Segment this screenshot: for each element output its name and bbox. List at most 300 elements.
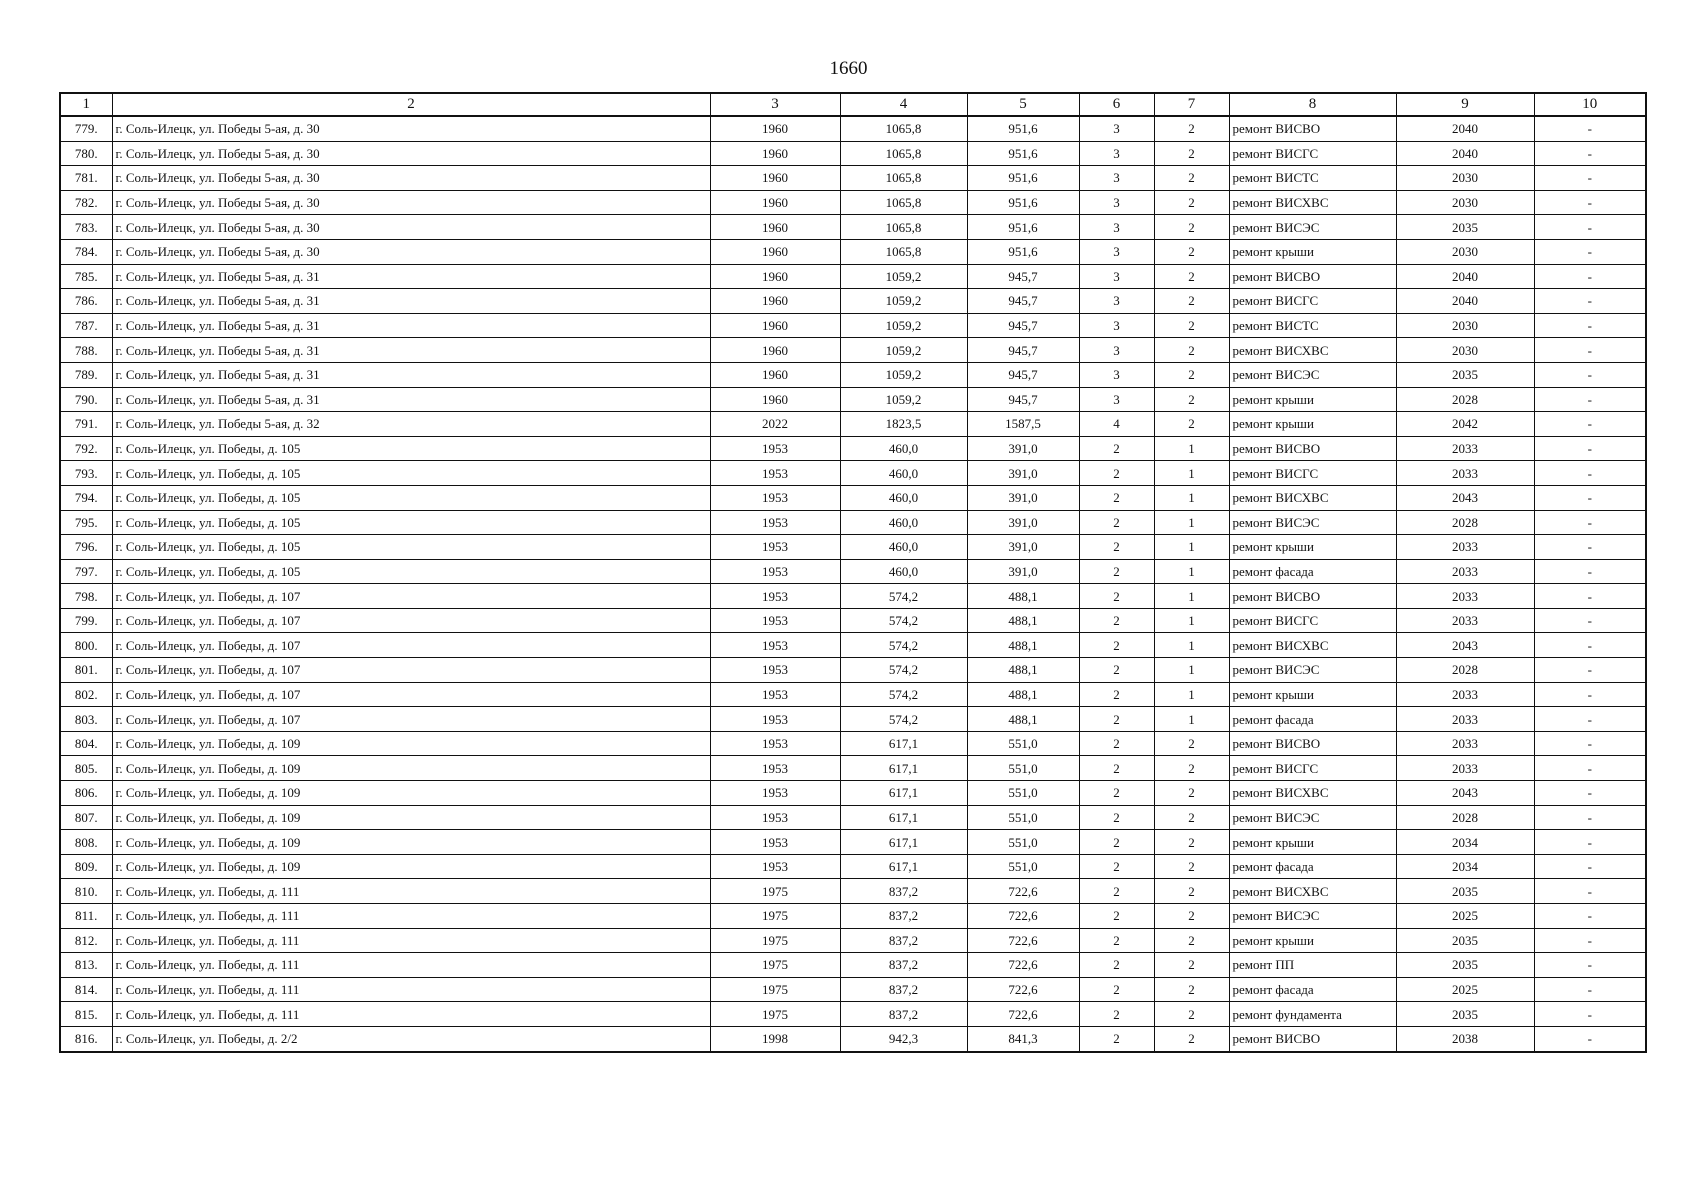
cell-floors: 3 [1079, 313, 1154, 338]
cell-total-area: 837,2 [840, 953, 967, 978]
cell-total-area: 837,2 [840, 928, 967, 953]
cell-address: г. Соль-Илецк, ул. Победы, д. 105 [112, 535, 710, 560]
cell-address: г. Соль-Илецк, ул. Победы 5-ая, д. 30 [112, 116, 710, 141]
table-row [60, 485, 1646, 510]
table-row [60, 510, 1646, 535]
cell-living-area: 488,1 [967, 633, 1079, 658]
table-row [60, 633, 1646, 658]
cell-year-built: 1960 [710, 362, 840, 387]
cell-living-area: 551,0 [967, 805, 1079, 830]
cell-living-area: 945,7 [967, 313, 1079, 338]
cell-entrances: 1 [1154, 658, 1229, 683]
cell-year-built: 1960 [710, 239, 840, 264]
cell-work-type: ремонт ВИСТС [1229, 313, 1396, 338]
cell-entrances: 1 [1154, 461, 1229, 486]
cell-year-built: 1975 [710, 1002, 840, 1027]
cell-row-number: 811. [60, 904, 112, 929]
column-header-floors: 6 [1079, 93, 1154, 116]
cell-entrances: 2 [1154, 781, 1229, 806]
cell-total-area: 574,2 [840, 682, 967, 707]
cell-note: - [1534, 805, 1646, 830]
cell-living-area: 951,6 [967, 239, 1079, 264]
cell-floors: 2 [1079, 928, 1154, 953]
cell-floors: 2 [1079, 731, 1154, 756]
cell-row-number: 809. [60, 854, 112, 879]
cell-address: г. Соль-Илецк, ул. Победы, д. 105 [112, 485, 710, 510]
cell-entrances: 2 [1154, 190, 1229, 215]
cell-year-built: 1975 [710, 879, 840, 904]
cell-living-area: 391,0 [967, 535, 1079, 560]
cell-row-number: 781. [60, 166, 112, 191]
cell-entrances: 2 [1154, 805, 1229, 830]
cell-work-type: ремонт ВИСВО [1229, 584, 1396, 609]
cell-planned-year: 2043 [1396, 781, 1534, 806]
cell-work-type: ремонт фасада [1229, 977, 1396, 1002]
cell-planned-year: 2038 [1396, 1026, 1534, 1051]
cell-planned-year: 2034 [1396, 830, 1534, 855]
cell-work-type: ремонт ВИСТС [1229, 166, 1396, 191]
cell-planned-year: 2033 [1396, 559, 1534, 584]
cell-work-type: ремонт ПП [1229, 953, 1396, 978]
cell-living-area: 488,1 [967, 707, 1079, 732]
cell-work-type: ремонт фасада [1229, 707, 1396, 732]
cell-living-area: 951,6 [967, 141, 1079, 166]
cell-row-number: 790. [60, 387, 112, 412]
cell-entrances: 1 [1154, 510, 1229, 535]
cell-work-type: ремонт ВИСВО [1229, 1026, 1396, 1051]
cell-address: г. Соль-Илецк, ул. Победы, д. 109 [112, 854, 710, 879]
cell-work-type: ремонт ВИСВО [1229, 436, 1396, 461]
cell-note: - [1534, 510, 1646, 535]
cell-year-built: 1975 [710, 953, 840, 978]
cell-planned-year: 2035 [1396, 879, 1534, 904]
cell-entrances: 1 [1154, 559, 1229, 584]
table-row [60, 1002, 1646, 1027]
cell-floors: 3 [1079, 190, 1154, 215]
cell-note: - [1534, 879, 1646, 904]
cell-note: - [1534, 313, 1646, 338]
cell-planned-year: 2025 [1396, 977, 1534, 1002]
cell-floors: 4 [1079, 412, 1154, 437]
cell-address: г. Соль-Илецк, ул. Победы, д. 107 [112, 633, 710, 658]
cell-total-area: 1065,8 [840, 215, 967, 240]
cell-entrances: 1 [1154, 707, 1229, 732]
cell-row-number: 788. [60, 338, 112, 363]
column-header-living-area: 5 [967, 93, 1079, 116]
cell-planned-year: 2033 [1396, 731, 1534, 756]
cell-entrances: 2 [1154, 1002, 1229, 1027]
cell-work-type: ремонт ВИСВО [1229, 731, 1396, 756]
cell-entrances: 2 [1154, 289, 1229, 314]
table-row [60, 953, 1646, 978]
cell-work-type: ремонт ВИСХВС [1229, 633, 1396, 658]
cell-total-area: 1059,2 [840, 362, 967, 387]
cell-row-number: 796. [60, 535, 112, 560]
cell-row-number: 787. [60, 313, 112, 338]
cell-floors: 2 [1079, 977, 1154, 1002]
table-row [60, 289, 1646, 314]
cell-note: - [1534, 485, 1646, 510]
cell-total-area: 574,2 [840, 658, 967, 683]
cell-entrances: 2 [1154, 387, 1229, 412]
cell-entrances: 2 [1154, 1026, 1229, 1051]
cell-row-number: 779. [60, 116, 112, 141]
cell-total-area: 837,2 [840, 904, 967, 929]
cell-living-area: 391,0 [967, 461, 1079, 486]
cell-row-number: 807. [60, 805, 112, 830]
cell-year-built: 1953 [710, 559, 840, 584]
cell-floors: 3 [1079, 264, 1154, 289]
cell-planned-year: 2028 [1396, 387, 1534, 412]
cell-living-area: 551,0 [967, 854, 1079, 879]
cell-floors: 2 [1079, 1026, 1154, 1051]
cell-note: - [1534, 289, 1646, 314]
cell-address: г. Соль-Илецк, ул. Победы, д. 111 [112, 928, 710, 953]
cell-address: г. Соль-Илецк, ул. Победы, д. 107 [112, 608, 710, 633]
cell-note: - [1534, 854, 1646, 879]
cell-year-built: 1953 [710, 854, 840, 879]
cell-year-built: 1975 [710, 928, 840, 953]
cell-year-built: 1953 [710, 830, 840, 855]
cell-entrances: 2 [1154, 928, 1229, 953]
cell-address: г. Соль-Илецк, ул. Победы, д. 105 [112, 559, 710, 584]
cell-planned-year: 2028 [1396, 658, 1534, 683]
cell-total-area: 1065,8 [840, 239, 967, 264]
table-row [60, 141, 1646, 166]
cell-floors: 2 [1079, 535, 1154, 560]
cell-work-type: ремонт ВИСВО [1229, 264, 1396, 289]
column-header-row-number: 1 [60, 93, 112, 116]
column-header-planned-year: 9 [1396, 93, 1534, 116]
cell-entrances: 2 [1154, 977, 1229, 1002]
cell-address: г. Соль-Илецк, ул. Победы, д. 107 [112, 584, 710, 609]
table-row [60, 584, 1646, 609]
cell-year-built: 1960 [710, 116, 840, 141]
cell-year-built: 1953 [710, 461, 840, 486]
cell-year-built: 1953 [710, 805, 840, 830]
cell-row-number: 791. [60, 412, 112, 437]
cell-year-built: 2022 [710, 412, 840, 437]
cell-row-number: 784. [60, 239, 112, 264]
cell-entrances: 2 [1154, 731, 1229, 756]
cell-total-area: 942,3 [840, 1026, 967, 1051]
cell-year-built: 1953 [710, 510, 840, 535]
cell-total-area: 460,0 [840, 436, 967, 461]
cell-row-number: 792. [60, 436, 112, 461]
cell-entrances: 2 [1154, 830, 1229, 855]
column-header-address: 2 [112, 93, 710, 116]
cell-entrances: 2 [1154, 215, 1229, 240]
cell-entrances: 1 [1154, 682, 1229, 707]
cell-work-type: ремонт фундамента [1229, 1002, 1396, 1027]
cell-living-area: 945,7 [967, 362, 1079, 387]
cell-row-number: 780. [60, 141, 112, 166]
cell-total-area: 1065,8 [840, 116, 967, 141]
cell-floors: 2 [1079, 1002, 1154, 1027]
table-row [60, 756, 1646, 781]
cell-planned-year: 2030 [1396, 338, 1534, 363]
table-row [60, 928, 1646, 953]
table-row [60, 264, 1646, 289]
cell-planned-year: 2030 [1396, 313, 1534, 338]
cell-living-area: 488,1 [967, 608, 1079, 633]
cell-floors: 2 [1079, 682, 1154, 707]
cell-note: - [1534, 116, 1646, 141]
cell-total-area: 574,2 [840, 608, 967, 633]
cell-floors: 2 [1079, 953, 1154, 978]
table-row [60, 805, 1646, 830]
cell-floors: 3 [1079, 141, 1154, 166]
cell-row-number: 813. [60, 953, 112, 978]
cell-address: г. Соль-Илецк, ул. Победы 5-ая, д. 32 [112, 412, 710, 437]
cell-work-type: ремонт ВИСГС [1229, 608, 1396, 633]
cell-address: г. Соль-Илецк, ул. Победы 5-ая, д. 30 [112, 166, 710, 191]
cell-note: - [1534, 633, 1646, 658]
table-row [60, 559, 1646, 584]
cell-note: - [1534, 362, 1646, 387]
cell-address: г. Соль-Илецк, ул. Победы, д. 2/2 [112, 1026, 710, 1051]
table-row [60, 904, 1646, 929]
cell-work-type: ремонт крыши [1229, 682, 1396, 707]
cell-note: - [1534, 904, 1646, 929]
cell-year-built: 1975 [710, 904, 840, 929]
cell-planned-year: 2035 [1396, 362, 1534, 387]
cell-year-built: 1960 [710, 289, 840, 314]
cell-note: - [1534, 731, 1646, 756]
table-row [60, 830, 1646, 855]
cell-planned-year: 2035 [1396, 215, 1534, 240]
cell-year-built: 1960 [710, 387, 840, 412]
cell-living-area: 722,6 [967, 1002, 1079, 1027]
cell-entrances: 1 [1154, 584, 1229, 609]
cell-year-built: 1953 [710, 731, 840, 756]
cell-work-type: ремонт ВИСХВС [1229, 190, 1396, 215]
cell-living-area: 951,6 [967, 215, 1079, 240]
cell-address: г. Соль-Илецк, ул. Победы, д. 111 [112, 879, 710, 904]
cell-note: - [1534, 584, 1646, 609]
cell-planned-year: 2033 [1396, 608, 1534, 633]
cell-work-type: ремонт ВИСЭС [1229, 805, 1396, 830]
table-body [60, 116, 1646, 1052]
cell-year-built: 1998 [710, 1026, 840, 1051]
table-row [60, 362, 1646, 387]
table-row [60, 658, 1646, 683]
cell-living-area: 951,6 [967, 116, 1079, 141]
cell-work-type: ремонт фасада [1229, 559, 1396, 584]
cell-planned-year: 2040 [1396, 264, 1534, 289]
cell-year-built: 1960 [710, 166, 840, 191]
cell-note: - [1534, 264, 1646, 289]
cell-work-type: ремонт ВИСХВС [1229, 879, 1396, 904]
cell-row-number: 815. [60, 1002, 112, 1027]
cell-address: г. Соль-Илецк, ул. Победы 5-ая, д. 31 [112, 387, 710, 412]
cell-living-area: 945,7 [967, 289, 1079, 314]
cell-address: г. Соль-Илецк, ул. Победы, д. 107 [112, 658, 710, 683]
cell-note: - [1534, 166, 1646, 191]
cell-row-number: 794. [60, 485, 112, 510]
cell-year-built: 1953 [710, 535, 840, 560]
cell-entrances: 2 [1154, 116, 1229, 141]
cell-planned-year: 2033 [1396, 584, 1534, 609]
cell-floors: 2 [1079, 805, 1154, 830]
cell-address: г. Соль-Илецк, ул. Победы, д. 107 [112, 707, 710, 732]
cell-floors: 2 [1079, 608, 1154, 633]
cell-planned-year: 2042 [1396, 412, 1534, 437]
cell-living-area: 951,6 [967, 166, 1079, 191]
cell-note: - [1534, 535, 1646, 560]
cell-living-area: 722,6 [967, 977, 1079, 1002]
column-header-total-area: 4 [840, 93, 967, 116]
cell-row-number: 808. [60, 830, 112, 855]
cell-living-area: 841,3 [967, 1026, 1079, 1051]
table-row [60, 239, 1646, 264]
cell-address: г. Соль-Илецк, ул. Победы, д. 109 [112, 731, 710, 756]
cell-total-area: 837,2 [840, 879, 967, 904]
cell-address: г. Соль-Илецк, ул. Победы, д. 109 [112, 830, 710, 855]
table-row [60, 879, 1646, 904]
cell-work-type: ремонт ВИСГС [1229, 756, 1396, 781]
cell-living-area: 951,6 [967, 190, 1079, 215]
cell-floors: 2 [1079, 559, 1154, 584]
cell-row-number: 783. [60, 215, 112, 240]
cell-planned-year: 2035 [1396, 953, 1534, 978]
cell-living-area: 551,0 [967, 781, 1079, 806]
cell-year-built: 1960 [710, 215, 840, 240]
cell-living-area: 722,6 [967, 928, 1079, 953]
cell-work-type: ремонт крыши [1229, 412, 1396, 437]
column-header-note: 10 [1534, 93, 1646, 116]
cell-floors: 2 [1079, 707, 1154, 732]
cell-row-number: 802. [60, 682, 112, 707]
cell-address: г. Соль-Илецк, ул. Победы 5-ая, д. 31 [112, 264, 710, 289]
cell-entrances: 2 [1154, 953, 1229, 978]
cell-planned-year: 2033 [1396, 535, 1534, 560]
cell-year-built: 1953 [710, 608, 840, 633]
table-row [60, 461, 1646, 486]
table-row [60, 977, 1646, 1002]
cell-floors: 3 [1079, 362, 1154, 387]
cell-work-type: ремонт ВИСГС [1229, 141, 1396, 166]
cell-total-area: 1065,8 [840, 166, 967, 191]
cell-work-type: ремонт крыши [1229, 535, 1396, 560]
cell-entrances: 2 [1154, 904, 1229, 929]
cell-floors: 2 [1079, 854, 1154, 879]
cell-living-area: 945,7 [967, 387, 1079, 412]
cell-note: - [1534, 141, 1646, 166]
table-row [60, 682, 1646, 707]
cell-year-built: 1953 [710, 485, 840, 510]
cell-entrances: 2 [1154, 854, 1229, 879]
cell-note: - [1534, 1002, 1646, 1027]
cell-floors: 2 [1079, 756, 1154, 781]
cell-living-area: 722,6 [967, 904, 1079, 929]
cell-total-area: 574,2 [840, 707, 967, 732]
cell-year-built: 1953 [710, 584, 840, 609]
cell-planned-year: 2033 [1396, 682, 1534, 707]
cell-row-number: 806. [60, 781, 112, 806]
cell-total-area: 837,2 [840, 1002, 967, 1027]
cell-row-number: 803. [60, 707, 112, 732]
cell-row-number: 816. [60, 1026, 112, 1051]
cell-planned-year: 2040 [1396, 116, 1534, 141]
cell-address: г. Соль-Илецк, ул. Победы 5-ая, д. 31 [112, 338, 710, 363]
cell-work-type: ремонт крыши [1229, 387, 1396, 412]
cell-living-area: 391,0 [967, 559, 1079, 584]
cell-year-built: 1960 [710, 141, 840, 166]
cell-total-area: 617,1 [840, 756, 967, 781]
cell-row-number: 800. [60, 633, 112, 658]
cell-address: г. Соль-Илецк, ул. Победы, д. 111 [112, 904, 710, 929]
cell-planned-year: 2033 [1396, 436, 1534, 461]
cell-work-type: ремонт ВИСЭС [1229, 904, 1396, 929]
cell-note: - [1534, 928, 1646, 953]
cell-row-number: 789. [60, 362, 112, 387]
cell-row-number: 785. [60, 264, 112, 289]
cell-floors: 3 [1079, 116, 1154, 141]
table-row [60, 387, 1646, 412]
cell-row-number: 814. [60, 977, 112, 1002]
table-row [60, 707, 1646, 732]
cell-year-built: 1953 [710, 658, 840, 683]
cell-living-area: 391,0 [967, 436, 1079, 461]
table-row [60, 781, 1646, 806]
cell-planned-year: 2028 [1396, 805, 1534, 830]
cell-entrances: 2 [1154, 412, 1229, 437]
cell-total-area: 617,1 [840, 731, 967, 756]
cell-address: г. Соль-Илецк, ул. Победы, д. 111 [112, 977, 710, 1002]
cell-planned-year: 2043 [1396, 633, 1534, 658]
cell-note: - [1534, 436, 1646, 461]
cell-work-type: ремонт ВИСВО [1229, 116, 1396, 141]
cell-note: - [1534, 830, 1646, 855]
cell-living-area: 488,1 [967, 682, 1079, 707]
cell-note: - [1534, 707, 1646, 732]
cell-address: г. Соль-Илецк, ул. Победы, д. 105 [112, 436, 710, 461]
table-row [60, 608, 1646, 633]
cell-entrances: 1 [1154, 633, 1229, 658]
cell-work-type: ремонт фасада [1229, 854, 1396, 879]
cell-living-area: 722,6 [967, 953, 1079, 978]
cell-planned-year: 2040 [1396, 289, 1534, 314]
cell-work-type: ремонт ВИСХВС [1229, 338, 1396, 363]
cell-living-area: 945,7 [967, 338, 1079, 363]
cell-total-area: 617,1 [840, 830, 967, 855]
cell-row-number: 799. [60, 608, 112, 633]
table-row [60, 215, 1646, 240]
cell-note: - [1534, 658, 1646, 683]
cell-address: г. Соль-Илецк, ул. Победы, д. 109 [112, 756, 710, 781]
cell-year-built: 1960 [710, 338, 840, 363]
cell-total-area: 1059,2 [840, 338, 967, 363]
cell-work-type: ремонт крыши [1229, 239, 1396, 264]
cell-entrances: 2 [1154, 264, 1229, 289]
cell-planned-year: 2035 [1396, 928, 1534, 953]
cell-planned-year: 2033 [1396, 756, 1534, 781]
cell-entrances: 1 [1154, 436, 1229, 461]
cell-living-area: 551,0 [967, 830, 1079, 855]
cell-entrances: 2 [1154, 362, 1229, 387]
cell-total-area: 1065,8 [840, 141, 967, 166]
column-header-year-built: 3 [710, 93, 840, 116]
cell-work-type: ремонт ВИСЭС [1229, 510, 1396, 535]
cell-year-built: 1953 [710, 781, 840, 806]
table-row [60, 190, 1646, 215]
cell-work-type: ремонт ВИСХВС [1229, 485, 1396, 510]
cell-entrances: 2 [1154, 141, 1229, 166]
cell-floors: 2 [1079, 904, 1154, 929]
cell-row-number: 786. [60, 289, 112, 314]
cell-total-area: 837,2 [840, 977, 967, 1002]
